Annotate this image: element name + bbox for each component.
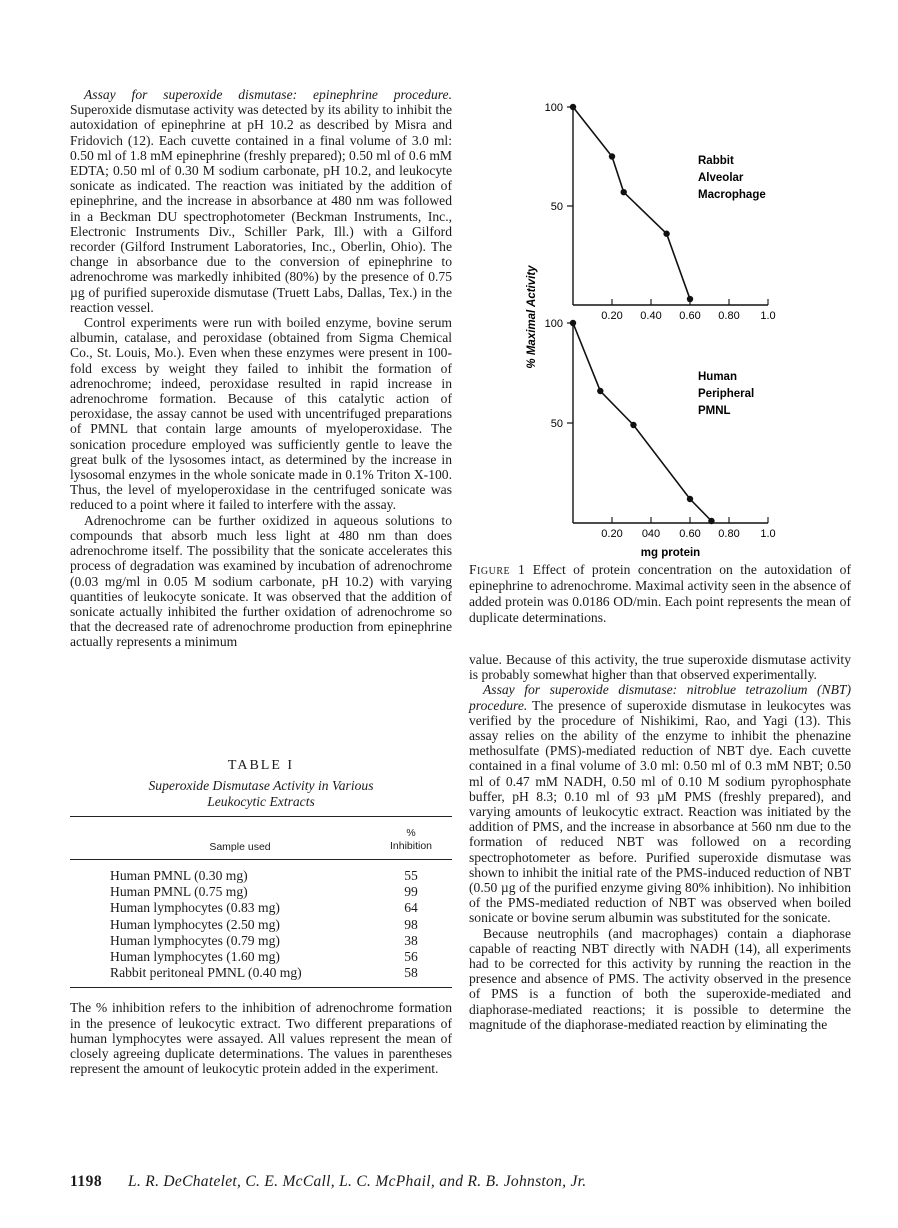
- paragraph-continuation: value. Because of this activity, the true superoxide dismutase activity is probably somewhat higher than that observed experimentally.: [469, 652, 851, 683]
- panel-2-label: PMNL: [698, 405, 731, 417]
- panel-1-data-point: [609, 153, 615, 159]
- table-title: TABLE I: [227, 758, 295, 773]
- paragraph-epinephrine-assay: [70, 87, 452, 315]
- section-heading-nbt: Assay for superoxide dismutase: nitroblue tetrazolium (NBT) procedure.: [469, 682, 851, 713]
- table-subtitle-line-1: Superoxide Dismutase Activity in Various: [148, 778, 374, 793]
- section-heading-epinephrine: Assay for superoxide dismutase: epinephrine procedure.: [84, 87, 452, 102]
- figure-caption-label: Figure 1: [469, 562, 526, 577]
- cell-sample: Rabbit peritoneal PMNL (0.40 mg): [110, 965, 302, 981]
- table-subtitle-line-2: Leukocytic Extracts: [207, 794, 315, 809]
- panel-2-data-point: [630, 422, 636, 428]
- panel-2-x-tick-label: 0.80: [718, 528, 740, 540]
- panel-1-x-tick-label: 1.0: [760, 310, 776, 322]
- panel-2-series-line: [573, 323, 711, 521]
- table-row: [70, 965, 452, 981]
- panel-2-y-tick-label: 50: [550, 418, 563, 430]
- table-row: [70, 868, 452, 884]
- cell-sample: Human PMNL (0.30 mg): [110, 868, 248, 883]
- running-authors: L. R. DeChatelet, C. E. McCall, L. C. McPhail, and R. B. Johnston, Jr.: [128, 1173, 587, 1190]
- column-header-inhibition: [370, 827, 452, 853]
- cell-inhibition: 38: [404, 932, 418, 948]
- cell-inhibition: 55: [404, 868, 418, 883]
- figure-caption-text: Effect of protein concentration on the autoxidation of epinephrine to adrenochrome. Maximal activity seen in the absence of added protein was 0.0186 OD/min. Each point represents the mean of duplicate determinations.: [469, 562, 852, 625]
- panel-2-data-point: [708, 518, 714, 524]
- panel-2-data-point: [570, 320, 576, 326]
- paragraph-body: Superoxide dismutase activity was detected by its ability to inhibit the autoxidation of epinephrine at pH 10.2 as described by Misra and Fridovich (12). Each cuvette contained in a final volume of 3.0 ml: 0.50 ml of 1.8 mM epinephrine (freshly prepared); 0.50 ml of 0.6 mM EDTA; 0.50 ml of 0.30 M sodium carbonate, pH 10.2, and leukocyte sonicate as indicated. The reaction was initiated by the addition of epinephrine, and the increase in absorbance at 480 nm was followed in a Beckman DU spectrophotometer (Beckman Instruments, Inc., Electronic Instruments Div., Schiller Park, Ill.) with a Gilford recorder (Gilford Instrument Laboratories, Inc., Oberlin, Ohio). The change in absorbance due to the conversion of epinephrine to adrenochrome was markedly inhibited (80%) by the presence of 0.75 µg of purified superoxide dismutase (Truett Labs, Dallas, Tex.) in the reaction vessel.: [70, 102, 452, 315]
- panel-2-label: Human: [698, 371, 737, 383]
- cell-sample: Human lymphocytes (2.50 mg): [110, 916, 280, 932]
- x-axis-title: mg protein: [640, 547, 701, 559]
- cell-sample: Human lymphocytes (0.79 mg): [110, 932, 280, 948]
- cell-sample: Human PMNL (0.75 mg): [110, 884, 248, 900]
- column-header-inhibition-label: Inhibition: [389, 840, 433, 852]
- left-column: [70, 87, 452, 650]
- figure-1-chart: [505, 95, 805, 565]
- table-row: [70, 884, 452, 900]
- column-header-percent: %: [406, 827, 416, 839]
- page-footer: [70, 1173, 860, 1191]
- panel-1-data-point: [687, 296, 693, 302]
- table-subtitle: [70, 778, 452, 810]
- panel-1-label: Rabbit: [698, 155, 734, 167]
- panel-1-series-line: [573, 107, 690, 299]
- panel-2-data-point: [597, 388, 603, 394]
- cell-inhibition: 56: [404, 949, 418, 965]
- panel-1-label: Macrophage: [698, 189, 766, 201]
- table-bottom-rule: [70, 987, 452, 988]
- cell-inhibition: 64: [404, 900, 418, 916]
- table-row: [70, 917, 452, 933]
- cell-inhibition: 99: [404, 884, 418, 900]
- paragraph-nbt-assay: [469, 682, 851, 925]
- cell-inhibition: 58: [404, 965, 418, 981]
- panel-2-x-tick-label: 0.20: [601, 528, 623, 540]
- panel-1-y-tick-label: 50: [550, 201, 563, 213]
- panel-1-data-point: [621, 189, 627, 195]
- table-row: [70, 933, 452, 949]
- page-number: 1198: [70, 1173, 103, 1190]
- panel-1-x-tick-label: 0.60: [679, 310, 701, 322]
- right-column: [469, 652, 851, 1032]
- paragraph-adrenochrome: Adrenochrome can be further oxidized in aqueous solutions to compounds that absorb much less light at 480 nm than does adrenochrome itself. The possibility that the sonicate accelerates this process of degradation was examined by incubation of adrenochrome (0.03 mg/ml in 0.05 M sodium carbonate, pH 10.2) with varying quantities of leukocyte sonicate. It was observed that the addition of sonicate actually inhibited the further oxidation of adrenochrome so that the decreased rate of adrenochrome production from epinephrine actually represents a minimum: [70, 512, 452, 650]
- panel-1-x-tick-label: 0.80: [718, 310, 740, 322]
- paragraph-control-experiments: Control experiments were run with boiled enzyme, bovine serum albumin, catalase, and peroxidase (obtained from Sigma Chemical Co., St. Louis, Mo.). Even when these enzymes were present in 100-fold excess by weight they failed to inhibit the formation of adrenochrome; indeed, peroxidase resulted in rapid increase in adrenochrome formation. Because of this catalytic action of peroxidase, the assay cannot be used with uncentrifuged preparations of PMNL that contain large amounts of myeloperoxidase. The sonication procedure employed was sufficiently gentle to leave the great bulk of the lysosomes intact, as determined by the increase in lysosomal enzymes in the whole sonicate made in 0.1% Triton X-100. Thus, the level of myeloperoxidase in the centrifuged sonicate was reduced to a point where it failed to interfere with the assay.: [70, 315, 452, 513]
- panel-1-data-point: [570, 104, 576, 110]
- cell-sample: Human lymphocytes (1.60 mg): [110, 949, 280, 965]
- figure-caption: [469, 562, 851, 626]
- table-body: [70, 860, 452, 987]
- cell-inhibition: 98: [404, 916, 418, 932]
- table-footnote: The % inhibition refers to the inhibition of adrenochrome formation in the presence of leukocytic extract. Two different preparations of human lymphocytes were assayed. All values represent the mean of closely agreeing duplicate determinations. The values in parentheses represent the amount of leukocytic protein added in the experiment.: [70, 1000, 452, 1077]
- figure-1: [505, 95, 805, 565]
- paragraph-body: The presence of superoxide dismutase in leukocytes was verified by the procedure of Nishikimi, Rao, and Yagi (13). This assay relies on the ability of the enzyme to inhibit the phenazine methosulfate (PMS)-mediated reduction of NBT dye. Each cuvette contained in a final volume of 3.0 ml: 0.50 ml of 0.3 mM NBT; 0.50 ml of 0.47 mM NADH, 0.50 ml of 0.10 M sodium pyrophosphate buffer, pH 8.3; 0.10 ml of 93 µM PMS (freshly prepared), and varying amounts of leukocytic extract. Reaction was initiated by the addition of PMS, and the increase in absorbance at 560 nm due to the formation of reduced NBT was followed on a recording spectrophotometer as before. Purified superoxide dismutase was shown to inhibit the initial rate of the PMS-induced reduction of NBT (0.50 µg of the purified enzyme giving 80% inhibition). No inhibition of the PMS-mediated reduction of NBT was observed when boiled sonicate or bovine serum albumin was substituted for the sonicate.: [469, 697, 852, 926]
- panel-1-label: Alveolar: [698, 172, 744, 184]
- table-row: [70, 900, 452, 916]
- cell-sample: Human lymphocytes (0.83 mg): [110, 900, 280, 916]
- panel-2-y-tick-label: 100: [544, 318, 563, 330]
- panel-2-x-tick-label: 1.0: [760, 528, 776, 540]
- panel-2-data-point: [687, 496, 693, 502]
- panel-1-x-tick-label: 0.20: [601, 310, 623, 322]
- chart-axes: [526, 102, 776, 559]
- panel-1-y-tick-label: 100: [544, 102, 563, 114]
- table-row: [70, 949, 452, 965]
- table-header: [70, 817, 452, 859]
- panel-2-x-tick-label: 0.60: [679, 528, 701, 540]
- panel-2-x-tick-label: 040: [641, 528, 661, 540]
- y-axis-title: % Maximal Activity: [526, 265, 538, 369]
- paragraph-diaphorase: Because neutrophils (and macrophages) contain a diaphorase capable of reacting NBT directly with NADH (14), all experiments had to be corrected for this activity by running the reaction in the presence and absence of PMS. The activity observed in the presence of PMS is a function of both the superoxide-mediated and diaphorase-mediated reactions; it is possible to determine the magnitude of the diaphorase-mediated reaction by eliminating the: [469, 925, 851, 1032]
- panel-1-data-point: [663, 231, 669, 237]
- table-1: [70, 758, 452, 1090]
- panel-1-x-tick-label: 0.40: [640, 310, 662, 322]
- panel-2-label: Peripheral: [698, 388, 755, 400]
- column-header-sample: Sample used: [209, 841, 271, 853]
